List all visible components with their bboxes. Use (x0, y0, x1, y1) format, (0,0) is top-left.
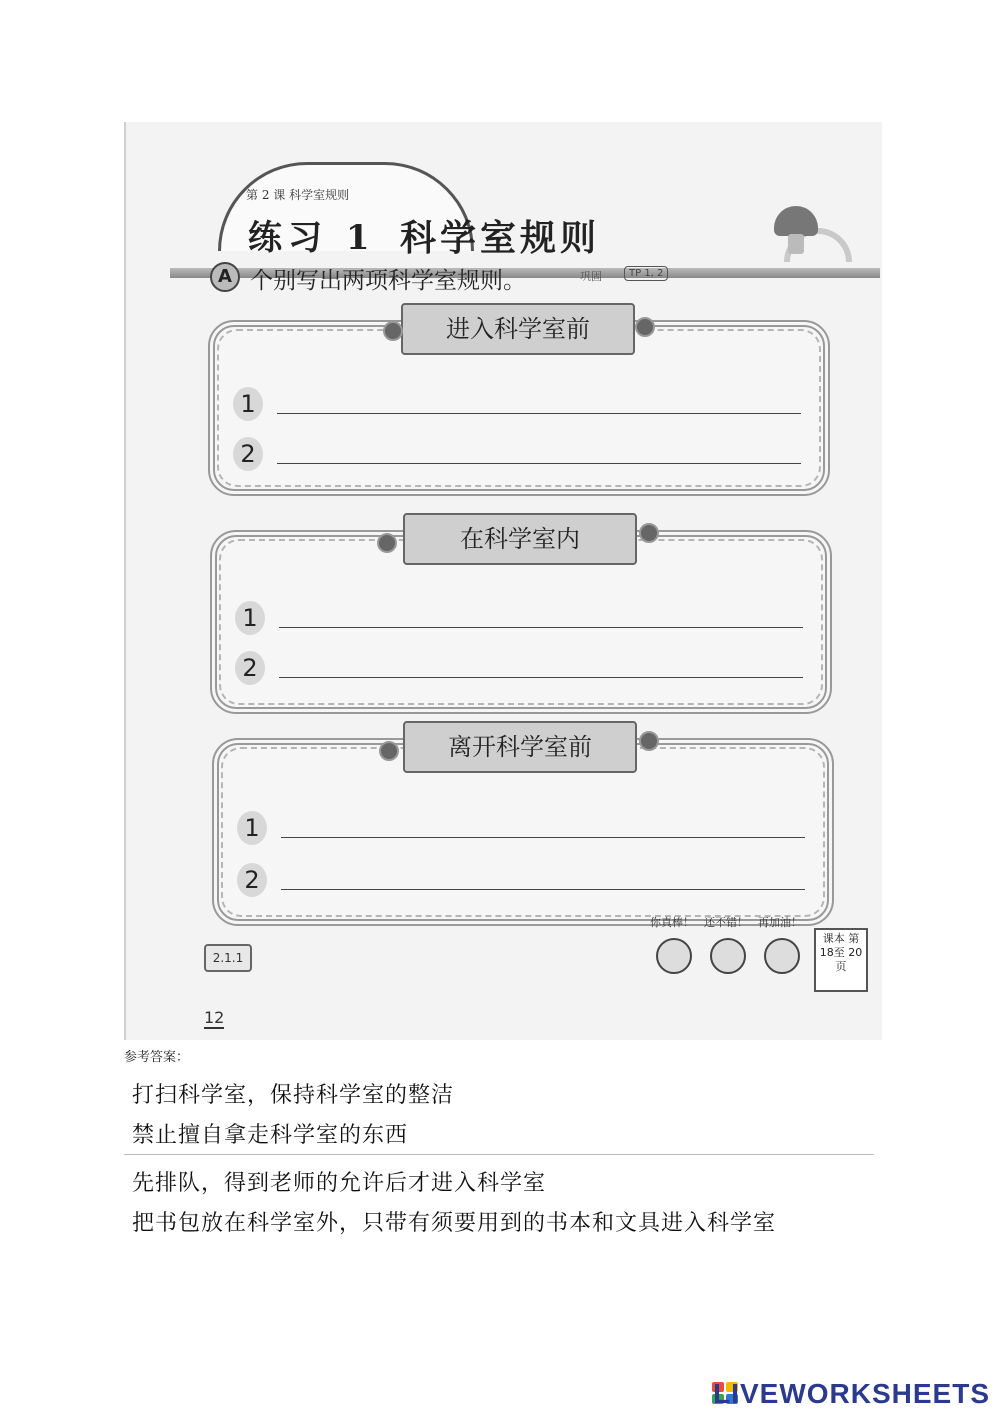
box-title-banner: 在科学室内 (403, 513, 637, 565)
rating-label: 你真棒！ (650, 916, 694, 929)
answer-line[interactable] (279, 677, 803, 678)
smiley-face-icon[interactable] (656, 938, 692, 974)
line-number: 2 (233, 437, 263, 471)
answer-line[interactable] (277, 463, 801, 464)
page-number: 12 (204, 1008, 225, 1027)
rope-box-inside-lab (210, 525, 832, 714)
answer-line-row (233, 387, 813, 421)
answer-line-text: 打扫科学室，保持科学室的整洁 (132, 1083, 455, 1108)
textbook-reference: 课本 第18至 20页 (814, 928, 868, 992)
line-number: 2 (237, 863, 267, 897)
rope-knot (379, 741, 399, 761)
rating-label: 再加油！ (758, 916, 802, 929)
answer-line-row (235, 651, 815, 685)
answer-divider (124, 1154, 874, 1155)
rope-box-before-leaving (212, 733, 834, 926)
section-a-instruction (210, 262, 830, 292)
answer-line[interactable] (281, 837, 805, 838)
rope-box-before-entering (208, 315, 830, 496)
line-number: 1 (237, 811, 267, 845)
answer-line[interactable] (279, 627, 803, 628)
smiley-face-icon[interactable] (764, 938, 800, 974)
box-title-banner: 进入科学室前 (401, 303, 635, 355)
mushroom-decoration (774, 206, 818, 236)
line-number: 1 (233, 387, 263, 421)
standard-code-badge: 2.1.1 (204, 944, 252, 972)
lesson-tag: 第 2 课 科学室规则 (246, 188, 350, 202)
exercise-title: 练习 1 (248, 218, 376, 258)
rating-label: 还不错！ (704, 916, 748, 929)
line-number: 1 (235, 601, 265, 635)
answer-line-row (235, 601, 815, 635)
main-title: 科学室规则 (400, 217, 601, 259)
answer-line[interactable] (277, 413, 801, 414)
answer-key-label: 参考答案： (124, 1050, 190, 1065)
answer-line-text: 禁止擅自拿走科学室的东西 (132, 1123, 409, 1148)
consolidate-tag: 巩固 (580, 270, 602, 283)
rope-knot (377, 533, 397, 553)
answer-line-text: 先排队，得到老师的允许后才进入科学室 (132, 1171, 547, 1196)
worksheet-scan (124, 122, 882, 1040)
box-title-banner: 离开科学室前 (403, 721, 637, 773)
tp-badge: TP 1, 2 (624, 266, 668, 281)
brand-name: LIVEWORKSHEETS (713, 1378, 990, 1409)
rope-knot (639, 523, 659, 543)
answer-line[interactable] (281, 889, 805, 890)
answer-line-row (237, 863, 817, 897)
mushroom-stem (788, 234, 804, 254)
answer-line-text: 把书包放在科学室外，只带有须要用到的书本和文具进入科学室 (132, 1211, 777, 1236)
line-number: 2 (235, 651, 265, 685)
rope-knot (383, 321, 403, 341)
rope-knot (639, 731, 659, 751)
instruction-text: 个别写出两项科学室规则。 (250, 268, 526, 294)
rope-knot (635, 317, 655, 337)
answer-line-row (233, 437, 813, 471)
worksheet-header (146, 156, 858, 259)
answer-line-row (237, 811, 817, 845)
section-letter: A (210, 262, 240, 292)
smiley-face-icon[interactable] (710, 938, 746, 974)
